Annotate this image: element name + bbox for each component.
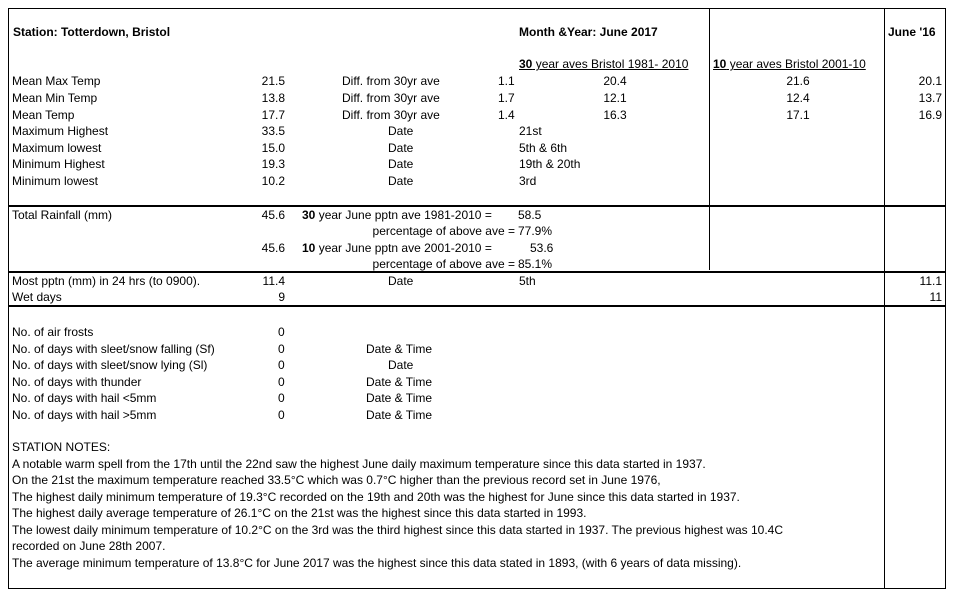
diff-label: Diff. from 30yr ave (342, 91, 440, 105)
ave-30yr-value: 20.4 (603, 74, 627, 88)
aves-30yr-number: 30 (519, 57, 533, 71)
row-value: 13.8 (261, 91, 285, 105)
count-date-label: Date (388, 358, 414, 372)
row-value: 21.5 (261, 74, 285, 88)
note-line: The lowest daily minimum temperature of 10.2°C on the 3rd was the third highest since this data started in 1937. The previous highest was 10.4C (12, 523, 783, 537)
ave-30yr-value: 12.1 (603, 91, 627, 105)
month-year: Month &Year: June 2017 (519, 25, 658, 39)
note-line: On the 21st the maximum temperature reached 33.5°C which was 0.7°C higher than the previous record set in June 1976, (12, 473, 661, 487)
date-label: Date (388, 157, 414, 171)
rainfall-value-2: 45.6 (261, 241, 285, 255)
diff-value: 1.1 (498, 74, 515, 88)
rainfall-pct-10yr-value: 85.1% (518, 257, 553, 271)
count-value: 0 (278, 325, 285, 339)
rainfall-pct-30yr-label: percentage of above ave = (372, 224, 515, 238)
rainfall-ave-30yr-value: 58.5 (518, 208, 542, 222)
aves-10yr-heading (713, 57, 866, 71)
date-value: 3rd (519, 174, 537, 188)
most-pptn-date: 5th (519, 274, 536, 288)
count-value: 0 (278, 408, 285, 422)
diff-label: Diff. from 30yr ave (342, 108, 440, 122)
row-label: Mean Min Temp (12, 91, 98, 105)
row-label: Minimum lowest (12, 174, 99, 188)
row-value: 10.2 (261, 174, 285, 188)
count-value: 0 (278, 358, 285, 372)
note-line: recorded on June 28th 2007. (12, 539, 166, 553)
rainfall-ave-10yr-label (302, 241, 492, 255)
note-line: The highest daily minimum temperature of 19.3°C recorded on the 19th and 20th was the highest for June since this data started in 1937. (12, 490, 740, 504)
rainfall-ave-30yr-text: year June pptn ave 1981-2010 = (315, 208, 492, 222)
diff-label: Diff. from 30yr ave (342, 74, 440, 88)
note-line: A notable warm spell from the 17th until the 22nd saw the highest June daily maximum temperature since this data started in 1937. (12, 457, 706, 471)
border-left (8, 8, 9, 589)
rainfall-value: 45.6 (261, 208, 285, 222)
diff-value: 1.7 (498, 91, 515, 105)
row-value: 33.5 (261, 124, 285, 138)
most-pptn-date-label: Date (388, 274, 414, 288)
date-label: Date (388, 141, 414, 155)
divider-col-10yr (709, 8, 710, 270)
most-pptn-label: Most pptn (mm) in 24 hrs (to 0900). (12, 274, 201, 288)
wet-days-prev: 11 (929, 290, 942, 304)
row-label: Maximum Highest (12, 124, 109, 138)
station-title: Station: Totterdown, Bristol (13, 25, 171, 39)
divider-col-prev (884, 8, 885, 589)
date-value: 21st (519, 124, 542, 138)
row-value: 15.0 (261, 141, 285, 155)
ave-10yr-value: 17.1 (786, 108, 810, 122)
rainfall-ave-10yr-text: year June pptn ave 2001-2010 = (315, 241, 492, 255)
count-label: No. of days with thunder (12, 375, 142, 389)
divider-pptn (8, 271, 946, 273)
ave-10yr-value: 12.4 (786, 91, 810, 105)
row-label: Maximum lowest (12, 141, 102, 155)
rainfall-ave-30yr-number: 30 (302, 208, 316, 222)
count-label: No. of days with sleet/snow falling (Sf) (12, 342, 215, 356)
rainfall-ave-10yr-value: 53.6 (530, 241, 554, 255)
ave-30yr-value: 16.3 (603, 108, 627, 122)
divider-counts (8, 305, 946, 307)
aves-30yr-heading (519, 57, 688, 71)
date-value: 5th & 6th (519, 141, 568, 155)
aves-10yr-text: year aves Bristol 2001-10 (726, 57, 866, 71)
count-date-label: Date & Time (366, 391, 433, 405)
count-date-label: Date & Time (366, 408, 433, 422)
date-label: Date (388, 174, 414, 188)
most-pptn-prev: 11.1 (919, 274, 942, 288)
rainfall-pct-10yr-label: percentage of above ave = (372, 257, 515, 271)
row-label: Mean Temp (12, 108, 75, 122)
rainfall-pct-30yr-value: 77.9% (518, 224, 553, 238)
note-line: The average minimum temperature of 13.8°C for June 2017 was the highest since this data stated in 1893, (with 6 years of data missing). (12, 556, 742, 570)
row-value: 19.3 (261, 157, 285, 171)
count-label: No. of days with sleet/snow lying (Sl) (12, 358, 208, 372)
count-value: 0 (278, 342, 285, 356)
count-value: 0 (278, 375, 285, 389)
prev-year-value: 20.1 (918, 74, 942, 88)
count-label: No. of air frosts (12, 325, 94, 339)
aves-30yr-text: year aves Bristol 1981- 2010 (532, 57, 689, 71)
row-label: Mean Max Temp (12, 74, 101, 88)
prev-year-heading: June '16 (888, 25, 936, 39)
rainfall-ave-30yr-label (302, 208, 492, 222)
ave-10yr-value: 21.6 (786, 74, 810, 88)
aves-10yr-number: 10 (713, 57, 727, 71)
row-value: 17.7 (261, 108, 285, 122)
row-label: Minimum Highest (12, 157, 105, 171)
wet-days-value: 9 (278, 290, 285, 304)
date-label: Date (388, 124, 414, 138)
note-line: The highest daily average temperature of 26.1°C on the 21st was the highest since this data started in 1993. (12, 506, 587, 520)
most-pptn-value: 11.4 (262, 274, 285, 288)
divider-rainfall (8, 205, 946, 207)
count-label: No. of days with hail <5mm (12, 391, 157, 405)
count-date-label: Date & Time (366, 375, 433, 389)
rainfall-ave-10yr-number: 10 (302, 241, 316, 255)
date-value: 19th & 20th (519, 157, 581, 171)
diff-value: 1.4 (498, 108, 515, 122)
rainfall-label: Total Rainfall (mm) (12, 208, 113, 222)
notes-heading: STATION NOTES: (12, 440, 111, 454)
border-bottom (8, 588, 946, 589)
count-label: No. of days with hail >5mm (12, 408, 157, 422)
border-right (945, 8, 946, 589)
prev-year-value: 13.7 (918, 91, 942, 105)
count-date-label: Date & Time (366, 342, 433, 356)
prev-year-value: 16.9 (918, 108, 942, 122)
wet-days-label: Wet days (12, 290, 62, 304)
count-value: 0 (278, 391, 285, 405)
border-top (8, 8, 946, 9)
